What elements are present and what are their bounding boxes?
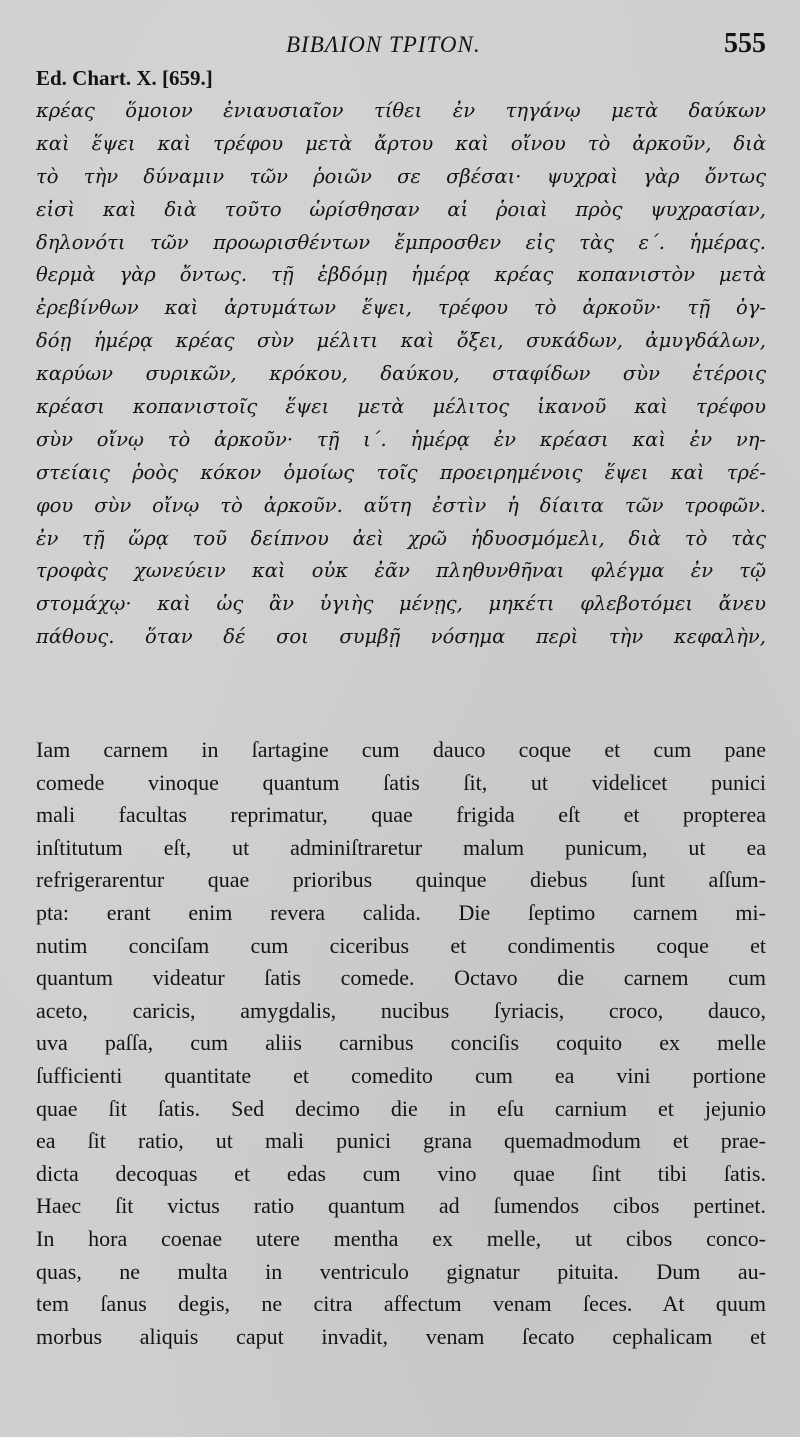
greek-line: σὺν οἴνῳ τὸ ἀρκοῦν· τῇ ι΄. ἡμέρᾳ ἐν κρέασι καὶ ἐν νη- — [36, 427, 766, 451]
latin-line: nutim conciſam cum ciceribus et condimentis coque et — [36, 932, 766, 958]
latin-line: ſufficienti quantitate et comedito cum ea vini portione — [36, 1062, 766, 1088]
latin-line: uva paſſa, cum aliis carnibus conciſis coquito ex melle — [36, 1030, 766, 1056]
greek-line: θερμὰ γὰρ ὄντως. τῇ ἑβδόμῃ ἡμέρᾳ κρέας κοπανιστὸν μετὰ — [36, 263, 766, 287]
greek-line: δηλονότι τῶν προωρισθέντων ἔμπροσθεν εἰς τὰς ε΄. ἡμέρας. — [36, 230, 766, 254]
latin-line: In hora coenae utere mentha ex melle, ut cibos conco- — [36, 1225, 766, 1251]
latin-text-block — [36, 734, 766, 1353]
greek-line: στείαις ῥοὸς κόκον ὁμοίως τοῖς προειρημένοις ἕψει καὶ τρέ- — [36, 460, 766, 484]
latin-line: tem ſanus degis, ne citra affectum venam ſeces. At quum — [36, 1291, 766, 1317]
latin-line: Iam carnem in ſartagine cum dauco coque et cum pane — [36, 737, 766, 762]
greek-line: ἐρεβίνθων καὶ ἀρτυμάτων ἕψει, τρέφου τὸ ἀρκοῦν· τῇ ὀγ- — [36, 296, 766, 320]
greek-text-block — [36, 95, 766, 654]
latin-line: dicta decoquas et edas cum vino quae ſint tibi ſatis. — [36, 1160, 766, 1186]
greek-line: καὶ ἕψει καὶ τρέφου μετὰ ἄρτου καὶ οἴνου τὸ ἀρκοῦν, διὰ — [36, 131, 766, 155]
latin-line: pta: erant enim revera calida. Die ſeptimo carnem mi- — [36, 899, 766, 925]
greek-line: πάθους. ὅταν δέ σοι συμβῇ νόσημα περὶ τὴν κεφαλὴν, — [36, 625, 766, 649]
latin-line: quae ſit ſatis. Sed decimo die in eſu carnium et jejunio — [36, 1095, 766, 1121]
edition-reference: Ed. Chart. X. [659.] — [36, 66, 213, 90]
greek-line: ἐν τῇ ὥρᾳ τοῦ δείπνου ἀεὶ χρῶ ἡδυοσμόμελι, διὰ τὸ τὰς — [36, 526, 766, 550]
greek-line: στομάχῳ· καὶ ὡς ἂν ὑγιὴς μένῃς, μηκέτι φλεβοτόμει ἄνευ — [36, 592, 766, 616]
latin-line: Haec ſit victus ratio quantum ad ſumendos cibos pertinet. — [36, 1193, 766, 1219]
greek-line: φου σὺν οἴνῳ τὸ ἀρκοῦν. αὕτη ἐστὶν ἡ δίαιτα τῶν τροφῶν. — [36, 493, 766, 517]
latin-line: quantum videatur ſatis comede. Octavo die carnem cum — [36, 965, 766, 991]
greek-line: κρέασι κοπανιστοῖς ἕψει μετὰ μέλιτος ἱκανοῦ καὶ τρέφου — [36, 395, 766, 419]
greek-line: καρύων συρικῶν, κρόκου, δαύκου, σταφίδων σὺν ἑτέροις — [36, 362, 766, 386]
latin-line: refrigerarentur quae prioribus quinque diebus ſunt aſſum- — [36, 867, 766, 893]
greek-line: τροφὰς χωνεύειν καὶ οὐκ ἐᾶν πληθυνθῆναι φλέγμα ἐν τῷ — [36, 559, 766, 583]
running-title: ΒΙΒΛΙΟΝ ΤΡΙΤΟΝ. — [286, 32, 481, 57]
latin-line: morbus aliquis caput invadit, venam ſecato cephalicam et — [36, 1323, 766, 1349]
latin-line: ea ſit ratio, ut mali punici grana quemadmodum et prae- — [36, 1128, 766, 1154]
latin-line: quas, ne multa in ventriculo gignatur pituita. Dum au- — [36, 1258, 766, 1284]
greek-line: κρέας ὅμοιον ἐνιαυσιαῖον τίθει ἐν τηγάνῳ μετὰ δαύκων — [36, 99, 766, 122]
page-number: 555 — [724, 28, 766, 59]
greek-line: τὸ τὴν δύναμιν τῶν ῥοιῶν σε σβέσαι· ψυχραὶ γὰρ ὄντως — [36, 164, 766, 188]
running-head — [0, 26, 800, 66]
greek-line: δόῃ ἡμέρᾳ κρέας σὺν μέλιτι καὶ ὄξει, συκάδων, ἀμυγδάλων, — [36, 329, 766, 353]
latin-line: comede vinoque quantum ſatis ſit, ut videlicet punici — [36, 769, 766, 795]
latin-line: inſtitutum eſt, ut adminiſtraretur malum punicum, ut ea — [36, 834, 766, 860]
greek-line: εἰσὶ καὶ διὰ τοῦτο ὡρίσθησαν αἱ ῥοιαὶ πρὸς ψυχρασίαν, — [36, 197, 766, 221]
latin-line: mali facultas reprimatur, quae frigida eſt et propterea — [36, 802, 766, 828]
latin-line: aceto, caricis, amygdalis, nucibus ſyriacis, croco, dauco, — [36, 997, 766, 1023]
